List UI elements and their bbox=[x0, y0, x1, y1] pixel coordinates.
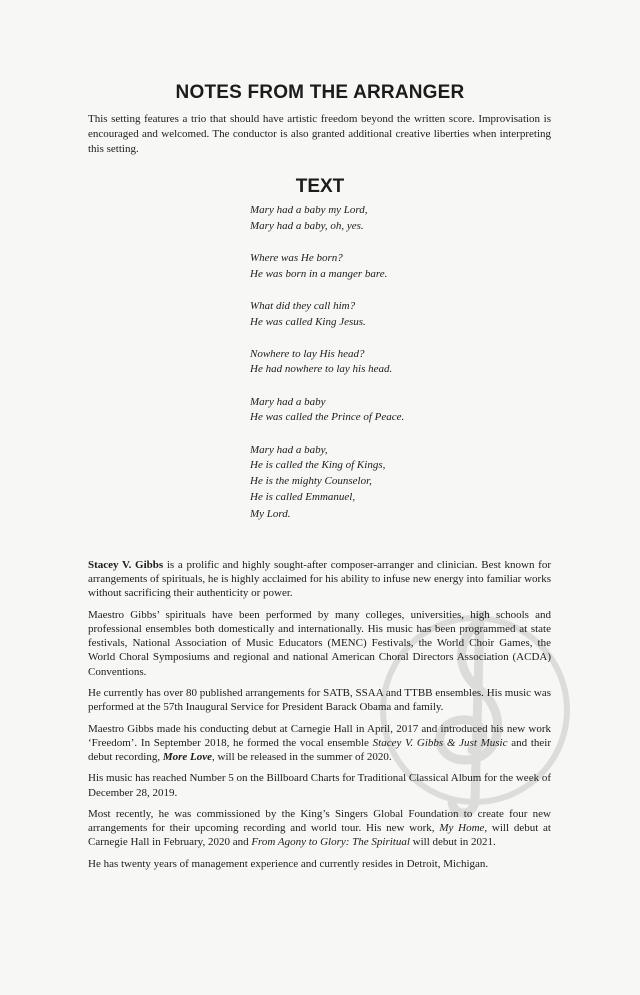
stanza-6 bbox=[250, 443, 550, 524]
ensemble-name: Stacey V. Gibbs & Just Music bbox=[372, 736, 508, 749]
text-heading: TEXT bbox=[295, 176, 345, 197]
album-title: More Love bbox=[162, 751, 213, 763]
stanza-1 bbox=[250, 203, 550, 234]
bio-paragraph-7: He has twenty years of management experience and currently resides in Detroit, Michigan. bbox=[88, 857, 489, 870]
bio-text: Maestro Gibbs made his conducting debut at Carnegie Hall in April, 2017 and introduced his new work ‘Freedom’. In September 2018, he formed the vocal ensemble bbox=[88, 722, 551, 749]
stanza-5 bbox=[250, 395, 550, 426]
work-title: From Agony to Glory: The Spiritual bbox=[251, 836, 410, 849]
bio-paragraph-4 bbox=[88, 722, 551, 765]
lyric-line: Mary had a baby my Lord, bbox=[250, 204, 368, 216]
lyrics bbox=[250, 203, 550, 540]
bio-text: and their debut recording, bbox=[88, 736, 551, 763]
lyric-line: Where was He born? bbox=[250, 251, 343, 264]
lyric-line: Mary had a baby bbox=[250, 395, 326, 408]
biography bbox=[88, 558, 551, 878]
work-title: My Home, bbox=[439, 822, 488, 835]
stanza-3 bbox=[250, 299, 550, 330]
intro-paragraph: This setting features a trio that should have artistic freedom beyond the written score. Improvisation is encouraged and welcomed. The conductor is also granted additional creative liberties when interpreting this setting. bbox=[88, 113, 551, 156]
composer-name: Stacey V. Gibbs bbox=[88, 559, 164, 571]
bio-text: will debut in 2021. bbox=[409, 836, 496, 849]
lyric-line: He had nowhere to lay his head. bbox=[250, 363, 393, 376]
stanza-2 bbox=[250, 251, 550, 282]
page-title: NOTES FROM THE ARRANGER bbox=[175, 82, 465, 103]
lyric-line: He was called the Prince of Peace. bbox=[250, 411, 405, 424]
bio-paragraph-2: Maestro Gibbs’ spirituals have been performed by many colleges, universities, high schools and professional ensembles both domestically and internationally. His music has been programmed at state festivals, National Association of Music Educators (MENC) Festivals, the World Choir Games, the World Choral Symposiums and regional and national American Choral Directors Association (ACDA) Conventions. bbox=[88, 608, 551, 678]
bio-text: is a prolific and highly sought-after composer-arranger and clinician. Best known for arrangements of spirituals, he is highly acclaimed for his ability to infuse new energy into familiar works without sacrificing their authenticity or power. bbox=[88, 559, 551, 600]
bio-paragraph-6 bbox=[88, 807, 551, 850]
lyric-line: He was born in a manger bare. bbox=[250, 267, 388, 280]
lyric-line: He is the mighty Counselor, bbox=[250, 474, 372, 487]
stanza-4 bbox=[250, 347, 550, 378]
lyric-line: My Lord. bbox=[250, 508, 291, 521]
bio-text: Most recently, he was commissioned by the King’s Singers Global Foundation to create four new arrangements for their upcoming recording and world tour. His new work, bbox=[88, 807, 551, 835]
bio-paragraph-5: His music has reached Number 5 on the Billboard Charts for Traditional Classical Album for the week of December 28, 2019. bbox=[88, 772, 551, 799]
bio-text: will debut at Carnegie Hall in February, 2020 and bbox=[88, 822, 551, 849]
lyric-line: He is called the King of Kings, bbox=[250, 459, 386, 472]
lyric-line: Mary had a baby, bbox=[250, 443, 328, 456]
lyric-line: What did they call him? bbox=[250, 299, 356, 312]
lyric-line: Mary had a baby, oh, yes. bbox=[250, 219, 364, 232]
lyric-line: He is called Emmanuel, bbox=[250, 490, 356, 503]
lyric-line: He was called King Jesus. bbox=[250, 315, 366, 328]
bio-paragraph-3: He currently has over 80 published arrangements for SATB, SSAA and TTBB ensembles. His music was performed at the 57th Inaugural Service for President Barack Obama and family. bbox=[88, 687, 551, 714]
bio-paragraph-1 bbox=[88, 558, 551, 601]
bio-text: , will be released in the summer of 2020. bbox=[212, 751, 392, 763]
lyric-line: Nowhere to lay His head? bbox=[250, 347, 365, 360]
